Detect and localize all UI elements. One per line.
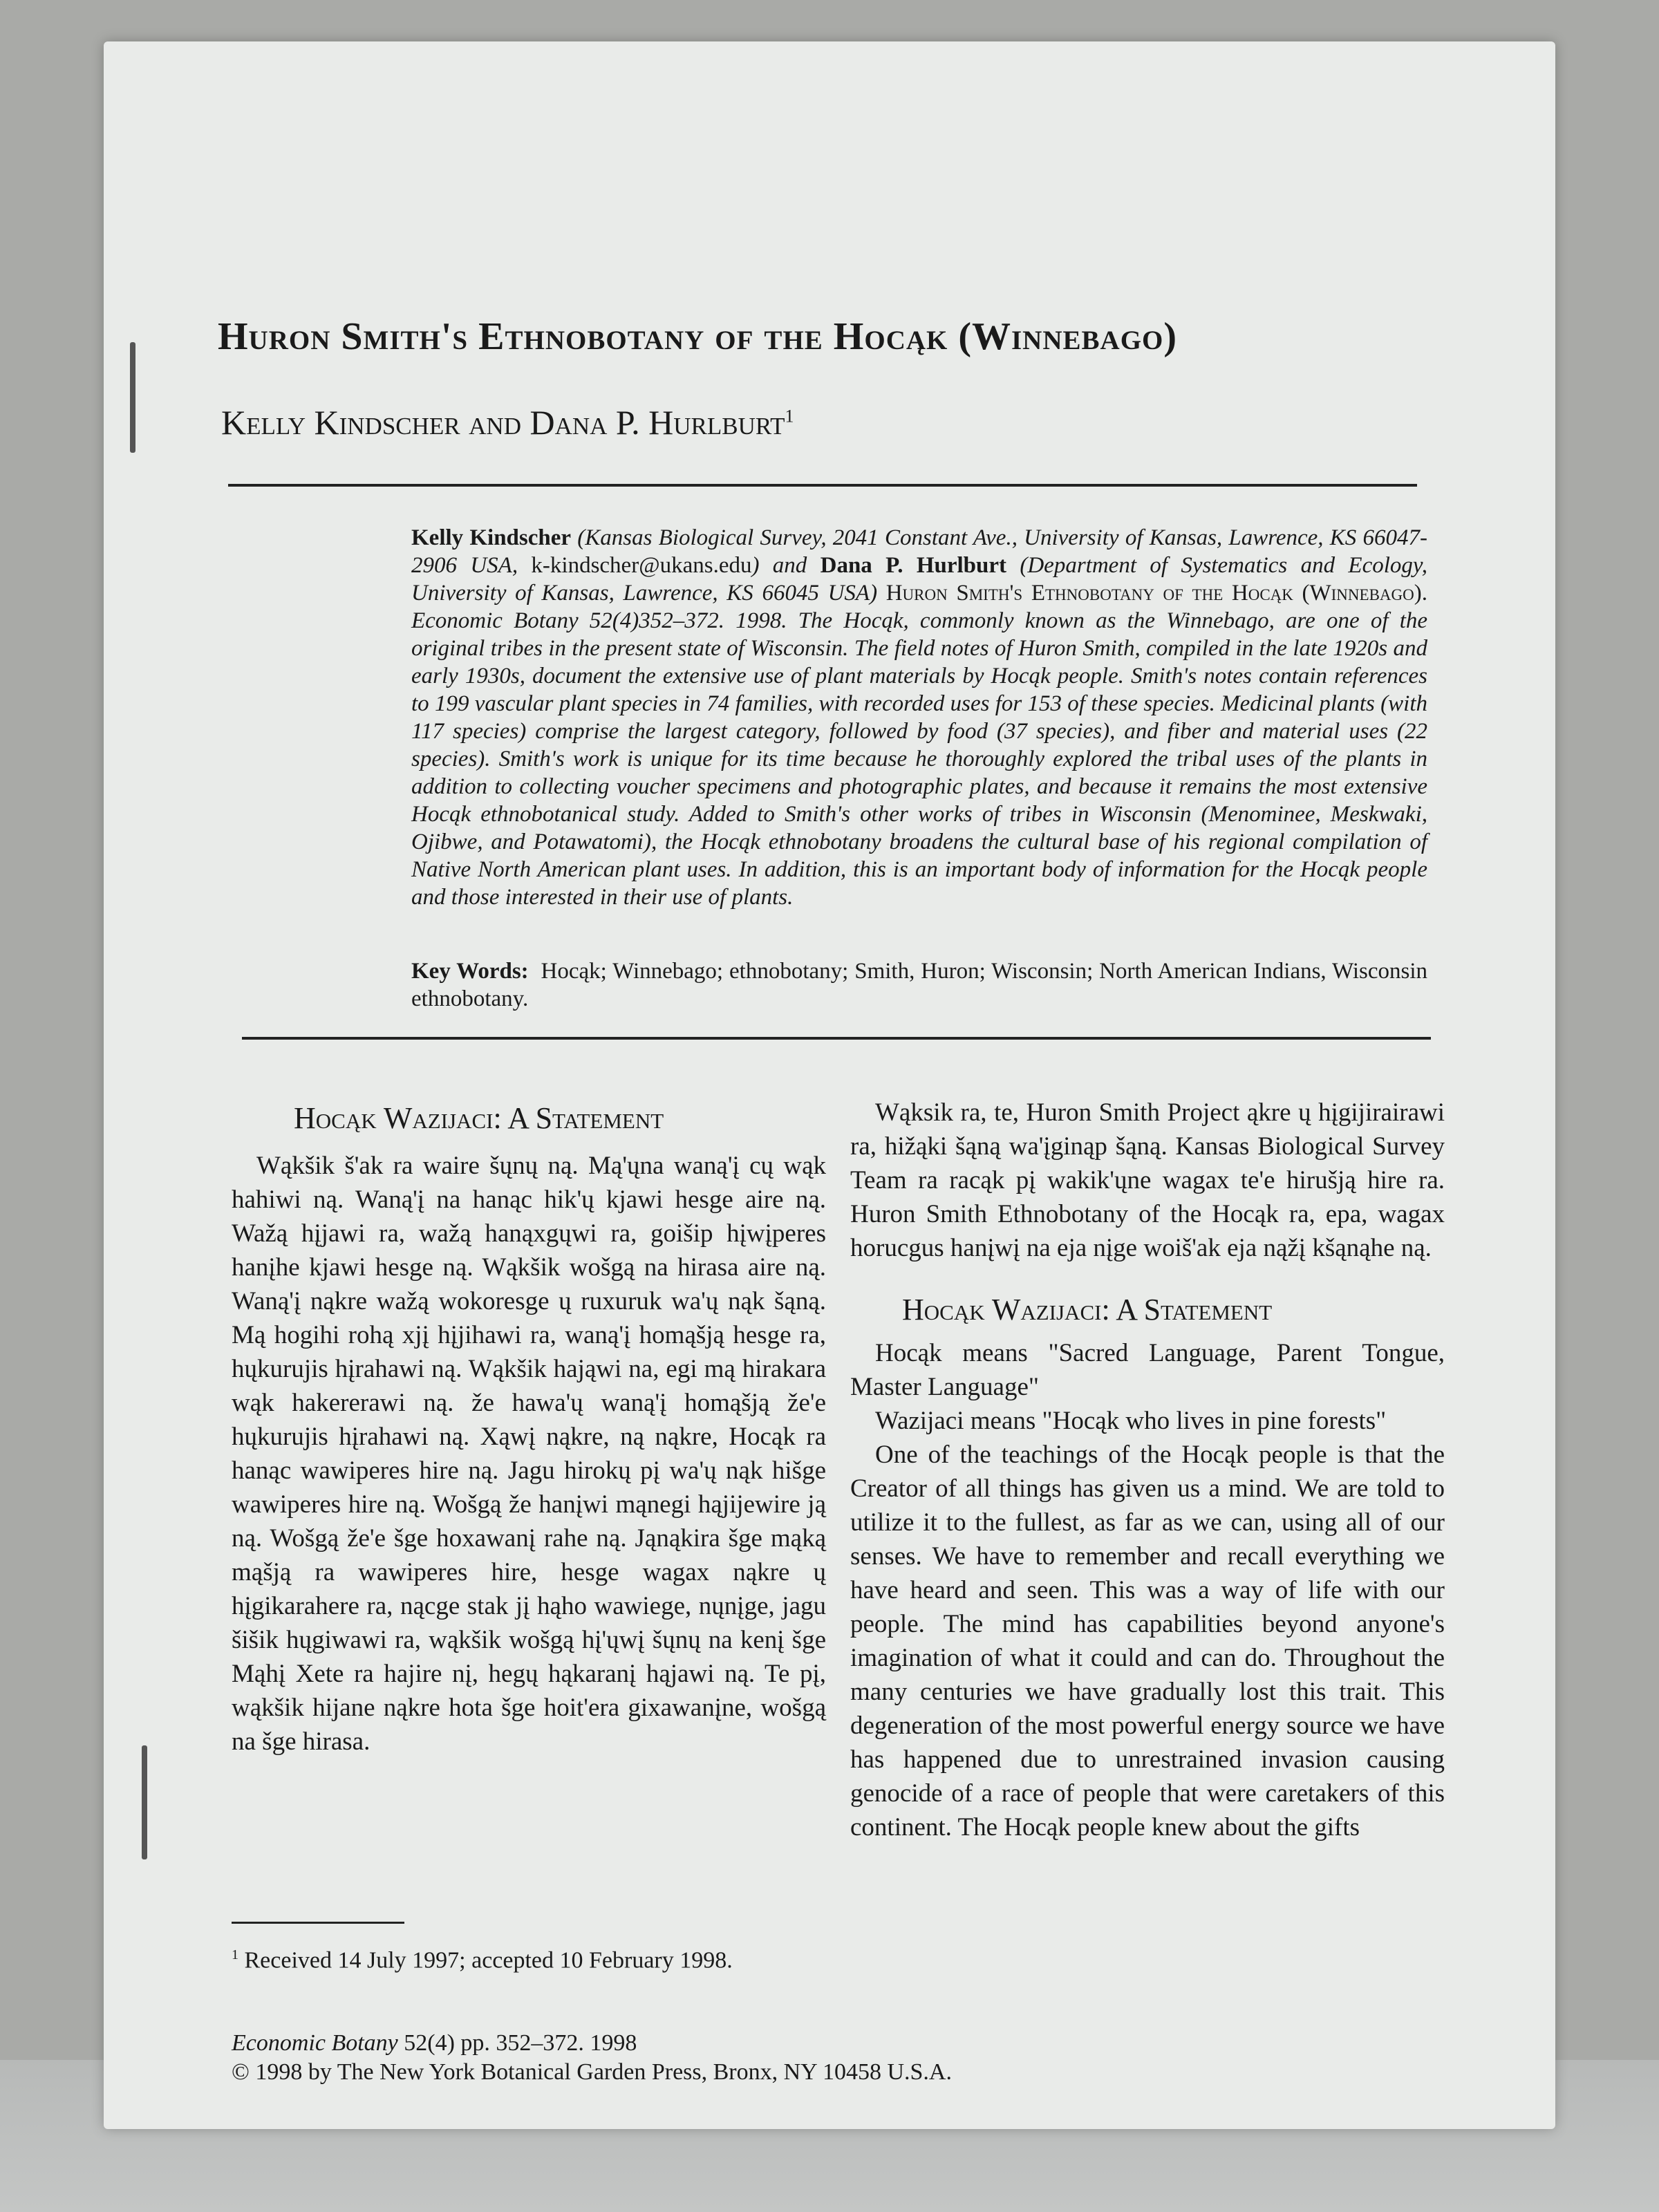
abstract-and: ) and <box>751 553 821 578</box>
abstract-affiliation-1: (Kansas Biological Survey, 2041 Constant Ave., University of Kansas, Lawrence, KS 66047-2906 USA, <box>411 525 1427 578</box>
abstract-email: k-kindscher@ukans.edu <box>531 553 752 578</box>
right-column-paragraph-4: One of the teachings of the Hocąk people is that the Creator of all things has given us a mind. We are told to utilize it to the fullest, as far as we can, using all of our senses. We have to remember and recall everything we have heard and seen. This was a way of life with our people. The mind has capabilities beyond anyone's imagination of what it could and can do. Throughout the many centuries we have gradually lost this trait. This degeneration of the most powerful energy source we have has happened due to unrestrained invasion causing genocide of a race of people that were caretakers of this continent. The Hocąk people knew about the gifts <box>850 1441 1445 1841</box>
abstract-author-2: Dana P. Hurlburt <box>820 553 1007 578</box>
abstract-reference-title: Huron Smith's Ethnobotany of the Hocąk (Winnebago). <box>885 581 1427 606</box>
abstract-bottom-rule <box>242 1037 1431 1040</box>
abstract-author-1: Kelly Kindscher <box>411 525 572 550</box>
left-column-paragraph: Wąkšik š'ak ra waire šųnų ną. Mą'ųna waną'į cų wąk hahiwi ną. Waną'į na hanąc hik'ų kjawi hesge aire ną. Wažą hįjawi ra, wažą hanąxgųwi ra, goišip hįwįperes hanįhe kjawi hesge ną. Wąkšik wošgą na hirasa aire ną. Waną'į nąkre wažą wokoresge ų ruxuruk wa'ų nąk šąną. Mą hogihi rohą xjį hįjihawi ra, waną'į homąšją hesge ra, hųkurujis hįrahawi ną. Wąkšik hająwi na, egi mą hirakara wąk hakererawi ną. že hawa'ų waną'į homąšją že'e hųkurujis hįrahawi ną. Xąwį nąkre, ną nąkre, Hocąk ra hanąc wawiperes hire ną. Jagu hirokų pį wa'ų nąk hišge wawiperes hire ną. Wošgą že hanįwi mąnegi hąjijewire ją ną. Wošgą že'e šge hoxawanį rahe ną. Jąnąkira šge mąką mąšją ra wawiperes hire, hesge wagax nąkre ų hįgikarahere ra, nącge stak jį hąho wawiege, nųnįge, jagu šišik hųgiwawi ra, wąkšik wošgą hį'ųwį šųnų na kenį šge Mąhį Xete ra hajire nį, hegų hąkaranį hąjawi ną. Te pį, wąkšik hijane nąkre hota šge hoit'era gixawanįne, wošgą na šge hirasa. <box>232 1152 826 1756</box>
staple-top <box>130 342 135 453</box>
article-title: Huron Smith's Ethnobotany of the Hocąk (Winnebago) <box>218 315 1178 358</box>
footnote <box>232 1939 826 1976</box>
abstract-reference-journal: Economic Botany 52(4)352–372. 1998. <box>411 608 798 633</box>
keywords-text: Hocąk; Winnebago; ethnobotany; Smith, Huron; Wisconsin; North American Indians, Wisconsin ethnobotany. <box>411 959 1428 1011</box>
right-column-text <box>850 1096 1445 1844</box>
footnote-mark: 1 <box>232 1947 238 1962</box>
right-column-paragraph-3: Wazijaci means "Hocąk who lives in pine forests" <box>875 1407 1387 1435</box>
footnote-text: Received 14 July 1997; accepted 10 February 1998. <box>244 1947 733 1974</box>
citation-issue: 52(4) pp. 352–372. 1998 <box>397 2030 637 2056</box>
authors-footnote-mark: 1 <box>785 406 794 427</box>
footnote-rule <box>232 1922 404 1924</box>
left-column-heading: Hocąk Wazijaci: A Statement <box>294 1101 664 1135</box>
citation-journal: Economic Botany <box>232 2030 398 2056</box>
article-authors <box>221 402 1535 442</box>
abstract-affiliation-2: (Department of Systematics and Ecology, University of Kansas, Lawrence, KS 66045 USA) <box>411 553 1427 606</box>
left-column-text <box>232 1149 826 1759</box>
staple-bottom <box>142 1745 147 1859</box>
abstract <box>411 524 1427 911</box>
keywords <box>411 957 1427 1013</box>
keywords-label: Key Words: <box>411 959 529 984</box>
right-column-heading: Hocąk Wazijaci: A Statement <box>902 1293 1273 1327</box>
authors-text: Kelly Kindscher and Dana P. Hurlburt <box>221 403 785 442</box>
citation <box>232 2029 1268 2087</box>
abstract-body: The Hocąk, commonly known as the Winnebago, are one of the original tribes in the present state of Wisconsin. The field notes of Huron Smith, compiled in the late 1920s and early 1930s, document the extensive use of plant materials by Hocąk people. Smith's notes contain references to 199 vascular plant species in 74 families, with recorded uses for 153 of these species. Medicinal plants (with 117 species) comprise the largest category, followed by food (37 species), and fiber and material uses (22 species). Smith's work is unique for its time because he thoroughly explored the tribal uses of the plants in addition to collecting voucher specimens and photographic plates, and because it remains the most extensive Hocąk ethnobotanical study. Added to Smith's other works of tribes in Wisconsin (Menominee, Meskwaki, Ojibwe, and Potawatomi), the Hocąk ethnobotany broadens the cultural base of his regional compilation of Native North American plant uses. In addition, this is an important body of information for the Hocąk people and those interested in their use of plants. <box>411 608 1428 910</box>
citation-copyright: © 1998 by The New York Botanical Garden Press, Bronx, NY 10458 U.S.A. <box>232 2059 952 2085</box>
top-rule <box>228 484 1417 487</box>
right-column-paragraph-2: Hocąk means "Sacred Language, Parent Tongue, Master Language" <box>850 1339 1445 1401</box>
right-column-paragraph-1: Wąksik ra, te, Huron Smith Project ąkre ų hįgijirairawi ra, hižąki šąną wa'įginąp šąną. Kansas Biological Survey Team ra racąk pį wakik'ųne wagax te'e hirušją hire ra. Huron Smith Ethnobotany of the Hocąk ra, epa, wagax horucgus hanįwį na eja nįge woiš'ak eja nąžį kšąnąhe ną. <box>850 1098 1445 1262</box>
citation-journal-line <box>232 2029 1268 2058</box>
